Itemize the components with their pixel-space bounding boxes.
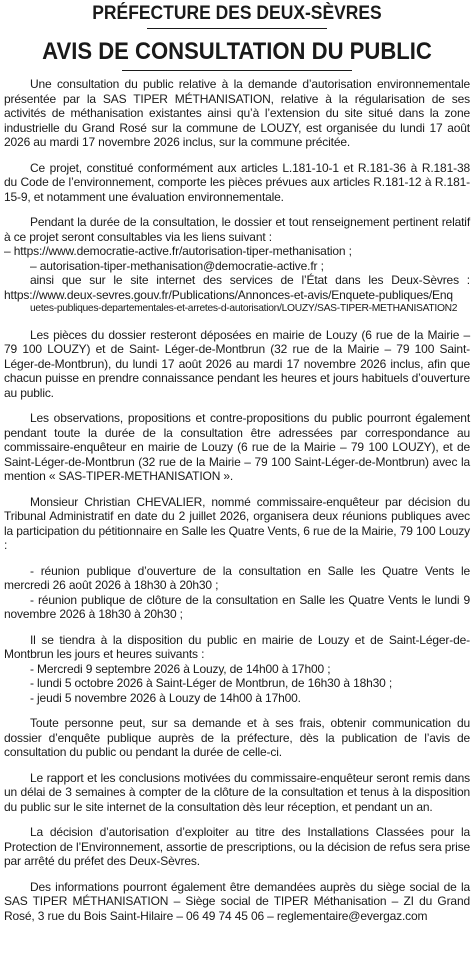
paragraph-commissioner: Monsieur Christian CHEVALIER, nommé commissaire-enquêteur par décision du Tribunal Administratif en date du 2 juillet 2026, organisera deux réunions publiques avec la participation du pétitionnaire en Salle les Quatre Vents, 6 rue de la Mairie, 79 100 Louzy : [4, 494, 470, 552]
links-intro: Pendant la durée de la consultation, le dossier et tout renseignement pertinent relatif à ce projet seront consultables via les liens suivant : [4, 215, 470, 244]
paragraph-consultation: Une consultation du public relative à la demande d’autorisation environnementale présentée par la SAS TIPER MÉTHANISATION, relative à la régularisation de ses activités de méthanisation existantes ainsi qu’à l’extension du site situé dans la zone industrielle du Grand Rosé sur la commune de LOUZY, est organisée du lundi 17 août 2026 au mardi 17 novembre 2026 inclus, sur la commune précitée. [4, 77, 470, 149]
paragraph-report: Le rapport et les conclusions motivées du commissaire-enquêteur seront remis dans un délai de 3 semaines à compter de la clôture de la consultation et tenus à la disposition du public sur le site internet de la consultation dès leur réception, et pendant un an. [4, 770, 470, 814]
paragraph-project: Ce projet, constitué conformément aux articles L.181-10-1 et R.181-36 à R.181-38 du Code de l’environnement, comporte les pièces prévues aux articles R.181-12 à R.181-15-9, et notamment une évaluation environnementale. [4, 160, 470, 204]
prefecture-title: PRÉFECTURE DES DEUX-SÈVRES [92, 3, 382, 24]
permanence-1: - Mercredi 9 septembre 2026 à Louzy, de 14h00 à 17h00 ; [30, 661, 331, 676]
paragraph-decision: La décision d’autorisation d’exploiter au titre des Installations Classées pour la Protection de l’Environnement, assortie de prescriptions, ou la décision de refus sera prise par arrêté du préfet des Deux-Sèvres. [4, 825, 470, 868]
paragraph-meetings [4, 564, 470, 622]
title-divider [147, 28, 327, 29]
state-site-url-tail[interactable]: uetes-publiques-departementales-et-arretes-d-autorisation/LOUZY/SAS-TIPER-METHANISATION2 [30, 303, 458, 314]
paragraph-contact: Des informations pourront également être demandées auprès du siège social de la SAS TIPER MÉTHANISATION – Siège social de TIPER Méthanisation – ZI du Grand Rosé, 3 rue du Bois Saint-Hilaire – 06 49 74 45 06 – reglementaire@evergaz.com [4, 879, 470, 923]
notice-title-divider [122, 70, 352, 71]
meeting-closing: - réunion publique de clôture de la consultation en Salle les Quatre Vents le lundi 9 novembre 2026 à 18h30 à 20h30 ; [4, 592, 470, 621]
state-site-link[interactable]: ainsi que sur le site internet des services de l’État dans les Deux-Sèvres : https://www.deux-sevres.gouv.fr/Publications/Annonces-et-avis/Enquete-publiques/Enq [4, 273, 470, 302]
notice-body [4, 77, 470, 923]
paragraph-communication: Toute personne peut, sur sa demande et à ses frais, obtenir communication du dossier d’enquête publique auprès de la préfecture, dès la publication de l’avis de consultation du public ou pendant la durée de celle-ci. [4, 716, 470, 759]
paragraph-links [4, 215, 470, 317]
paragraph-documents: Les pièces du dossier resteront déposées en mairie de Louzy (6 rue de la Mairie – 79 100 LOUZY) et de Saint- Léger-de-Montbrun (32 rue de la Mairie – 79 100 Saint-Léger-de-Montbrun), du lundi 17 août 2026 au mardi 17 novembre 2026 inclus, afin que chacun puisse en prendre connaissance pendant les heures et jours habituels d’ouverture au public. [4, 327, 470, 400]
notice-title: AVIS DE CONSULTATION DU PUBLIC [42, 38, 432, 65]
meeting-opening: - réunion publique d’ouverture de la consultation en Salle les Quatre Vents le mercredi 26 août 2026 à 18h30 à 20h30 ; [4, 563, 470, 592]
paragraph-permanences [4, 633, 470, 706]
link-email[interactable]: – autorisation-tiper-methanisation@democratie-active.fr ; [30, 258, 324, 273]
paragraph-observations: Les observations, propositions et contre-propositions du public pourront également pendant toute la durée de la consultation être adressées par correspondance au commissaire-enquêteur en mairie de Louzy (6 rue de la Mairie – 79 100 LOUZY), et de Saint-Léger-de-Montbrun (32 rue de la Mairie – 79 100 Saint-Léger-de-Montbrun) avec la mention « SAS-TIPER-METHANISATION ». [4, 411, 470, 483]
permanence-2: - lundi 5 octobre 2026 à Saint-Léger de Montbrun, de 16h30 à 18h30 ; [30, 676, 393, 690]
link-democratie-active[interactable]: – https://www.democratie-active.fr/autorisation-tiper-methanisation ; [4, 244, 352, 258]
permanence-3: - jeudi 5 novembre 2026 à Louzy de 14h00 à 17h00. [30, 690, 301, 705]
permanences-intro: Il se tiendra à la disposition du public en mairie de Louzy et de Saint-Léger-de-Montbrun les jours et heures suivants : [4, 632, 470, 661]
